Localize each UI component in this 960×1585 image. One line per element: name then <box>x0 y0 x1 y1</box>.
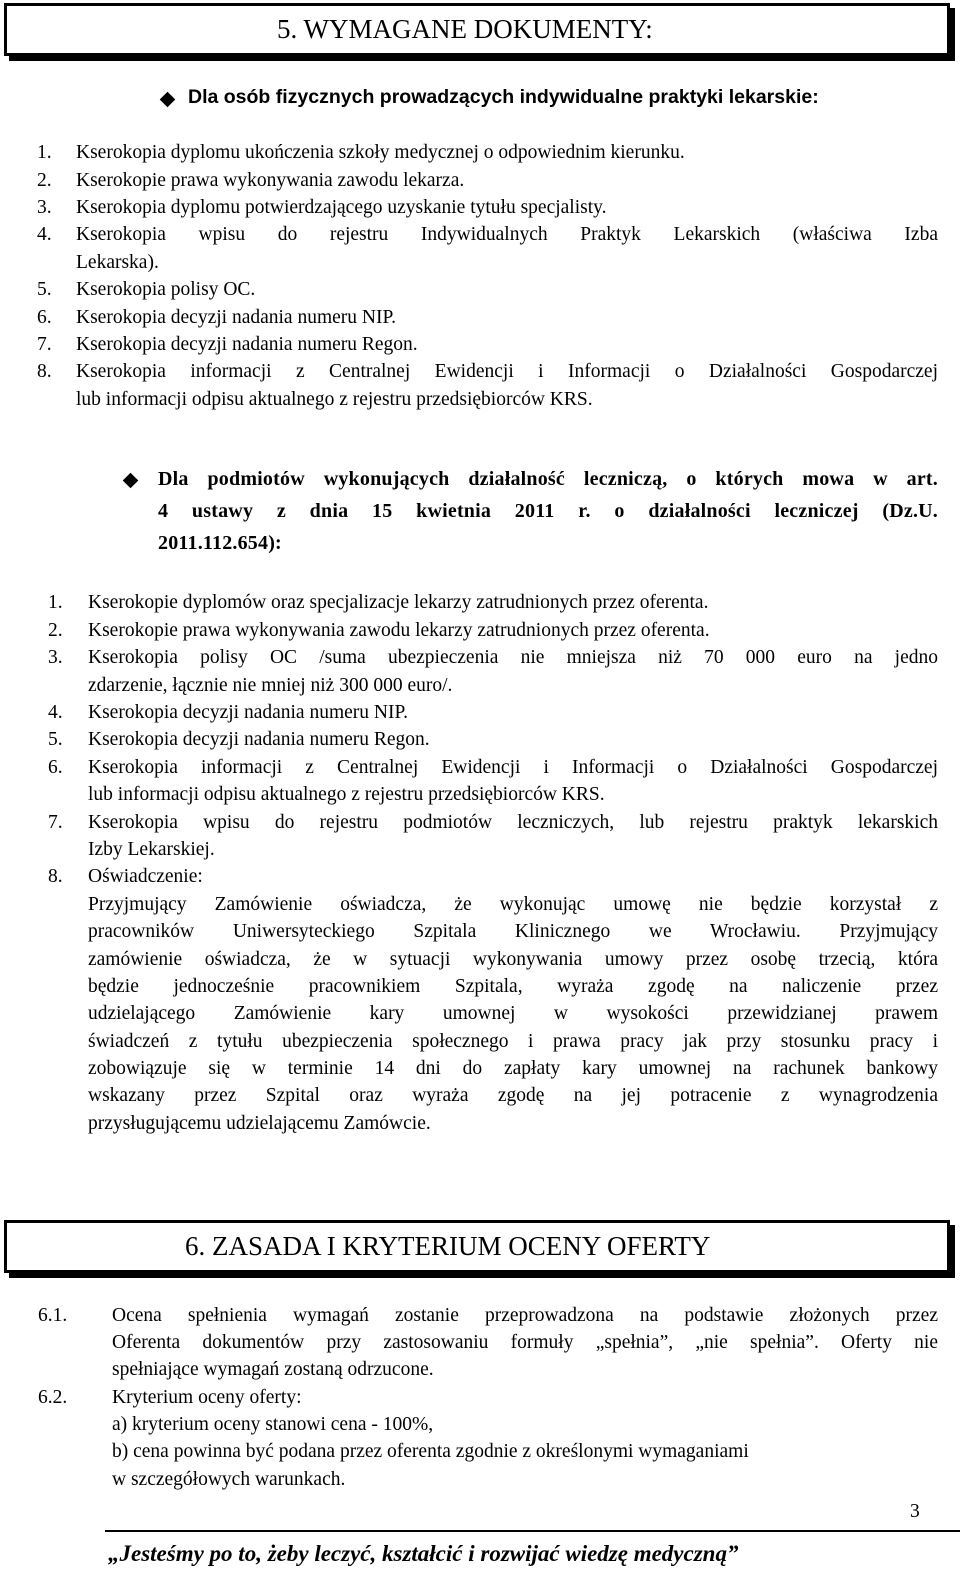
diamond-bullet-icon <box>160 92 176 108</box>
footer-divider <box>105 1530 960 1532</box>
section-6-title: 6. ZASADA I KRYTERIUM OCENY OFERTY <box>185 1231 711 1261</box>
section-6-header-box <box>4 1220 950 1273</box>
page-number: 3 <box>910 1501 920 1522</box>
group-1-heading: Dla osób fizycznych prowadzących indywidualne praktyki lekarskie: <box>188 86 819 108</box>
section-5-header-box <box>4 3 950 56</box>
section-5-title: 5. WYMAGANE DOKUMENTY: <box>277 14 653 44</box>
footer-motto: „Jesteśmy po to, żeby leczyć, kształcić i rozwijać wiedzę medyczną” <box>108 1541 739 1566</box>
diamond-bullet-icon <box>123 473 139 489</box>
